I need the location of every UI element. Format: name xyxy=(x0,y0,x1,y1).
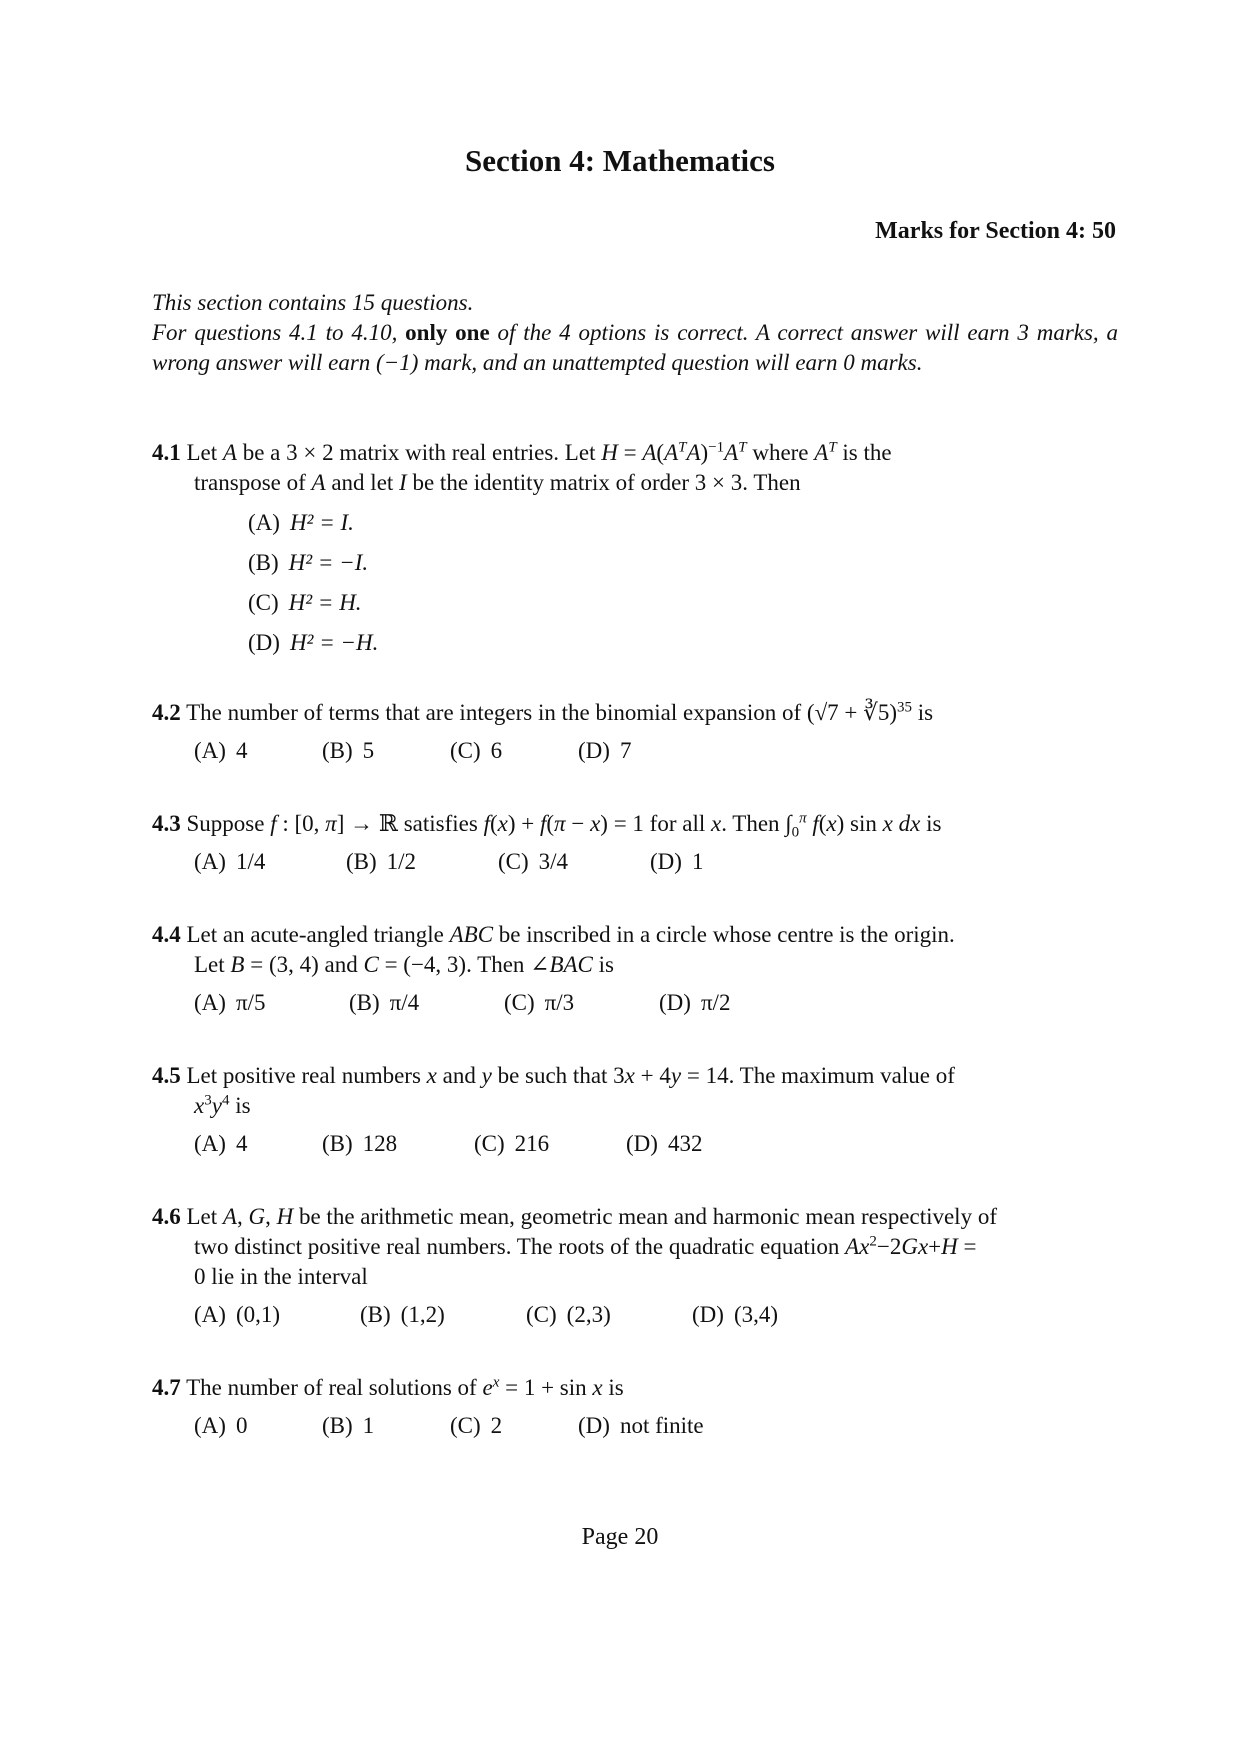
question-stem: 4.6 Let A, G, H be the arithmetic mean, geometric mean and harmonic mean respectively of two distinct positive real numbers. The roots of the quadratic equation $Ax^2-2Gx+H$ = 0 lie in the interval xyxy=(152,1204,997,1289)
question-number: 4.4 xyxy=(152,922,181,947)
option-d[interactable]: (D) not finite xyxy=(578,1413,704,1438)
option-b[interactable]: (B) (1,2) xyxy=(360,1302,445,1327)
option-b[interactable]: (B) 128 xyxy=(322,1131,398,1156)
options-list xyxy=(152,1411,1118,1441)
question-stem: 4.2 The number of terms that are integers in the binomial expansion of (√7 + ∛5)$^{35}$ is xyxy=(152,699,934,725)
option-b[interactable]: (B) 1 xyxy=(322,1413,375,1438)
question-4-2 xyxy=(152,698,1118,766)
options-list xyxy=(152,508,1118,658)
option-c[interactable]: (C) H² = H. xyxy=(248,590,362,615)
instruction-line-1: This section contains 15 questions. xyxy=(152,290,474,315)
instruction-line-2: For questions 4.1 to 4.10, only one of the 4 options is correct. A correct answer will earn 3 marks, a wrong answer will earn (−1) mark, and an unattempted question will earn 0 marks. xyxy=(152,320,1119,375)
option-c[interactable]: (C) 2 xyxy=(450,1413,503,1438)
page-number: Page 20 xyxy=(581,1524,659,1550)
question-4-3 xyxy=(152,809,1118,877)
option-c[interactable]: (C) π/3 xyxy=(504,990,575,1015)
option-d[interactable]: (D) π/2 xyxy=(659,990,731,1015)
option-b[interactable]: (B) 1/2 xyxy=(346,849,417,874)
option-a[interactable]: (A) 0 xyxy=(194,1413,248,1438)
question-stem: 4.5 Let positive real numbers x and y be such that 3x + 4y = 14. The maximum value of $x^3y^4$ is xyxy=(152,1063,955,1118)
question-4-1 xyxy=(152,438,1118,668)
option-a[interactable]: (A) 4 xyxy=(194,738,248,763)
question-stem: 4.7 The number of real solutions of $e^x = 1 + \sin x$ is xyxy=(152,1374,624,1400)
option-c[interactable]: (C) 216 xyxy=(474,1131,550,1156)
section-title: Section 4: Mathematics xyxy=(465,143,775,178)
option-a[interactable]: (A) 1/4 xyxy=(194,849,266,874)
question-4-4 xyxy=(152,920,1118,1018)
question-4-5 xyxy=(152,1061,1118,1159)
option-d[interactable]: (D) 1 xyxy=(650,849,704,874)
question-stem: 4.1 Let A be a 3 × 2 matrix with real entries. Let $H = A(A^TA)^{-1}A^T$ where $A^T$ is the transpose of A and let I be the identity matrix of order 3 × 3. Then xyxy=(152,439,892,495)
options-list xyxy=(152,1300,1118,1330)
question-4-7 xyxy=(152,1373,1118,1441)
option-a[interactable]: (A) (0,1) xyxy=(194,1302,281,1327)
emphasis-only-one: only one xyxy=(405,320,490,345)
option-a[interactable]: (A) 4 xyxy=(194,1131,248,1156)
options-list xyxy=(152,988,1118,1018)
option-a[interactable]: (A) π/5 xyxy=(194,990,266,1015)
question-number: 4.7 xyxy=(152,1375,181,1400)
option-b[interactable]: (B) 5 xyxy=(322,738,375,763)
question-number: 4.1 xyxy=(152,440,181,465)
options-list xyxy=(152,847,1118,877)
option-c[interactable]: (C) 3/4 xyxy=(498,849,569,874)
option-d[interactable]: (D) 7 xyxy=(578,738,632,763)
question-stem: 4.3 Suppose f : [0, π] → ℝ satisfies f(x) + f(π − x) = 1 for all x. Then $\int_0^\pi$ f(x) sin x dx is xyxy=(152,810,942,841)
option-a[interactable]: (A) H² = I. xyxy=(248,510,354,535)
question-number: 4.2 xyxy=(152,700,181,725)
options-list xyxy=(152,736,1118,766)
option-c[interactable]: (C) 6 xyxy=(450,738,503,763)
option-b[interactable]: (B) π/4 xyxy=(349,990,420,1015)
section-instructions xyxy=(152,288,1118,378)
options-list xyxy=(152,1129,1118,1159)
option-b[interactable]: (B) H² = −I. xyxy=(248,550,369,575)
option-c[interactable]: (C) (2,3) xyxy=(526,1302,611,1327)
section-marks: Marks for Section 4: 50 xyxy=(875,218,1116,244)
option-d[interactable]: (D) (3,4) xyxy=(692,1302,779,1327)
option-d[interactable]: (D) H² = −H. xyxy=(248,630,379,655)
question-4-6 xyxy=(152,1202,1118,1330)
question-number: 4.6 xyxy=(152,1204,181,1229)
question-stem: 4.4 Let an acute-angled triangle ABC be inscribed in a circle whose centre is the origin. Let B = (3, 4) and C = (−4, 3). Then ∠BAC is xyxy=(152,922,955,977)
option-d[interactable]: (D) 432 xyxy=(626,1131,703,1156)
question-number: 4.3 xyxy=(152,811,181,836)
question-number: 4.5 xyxy=(152,1063,181,1088)
